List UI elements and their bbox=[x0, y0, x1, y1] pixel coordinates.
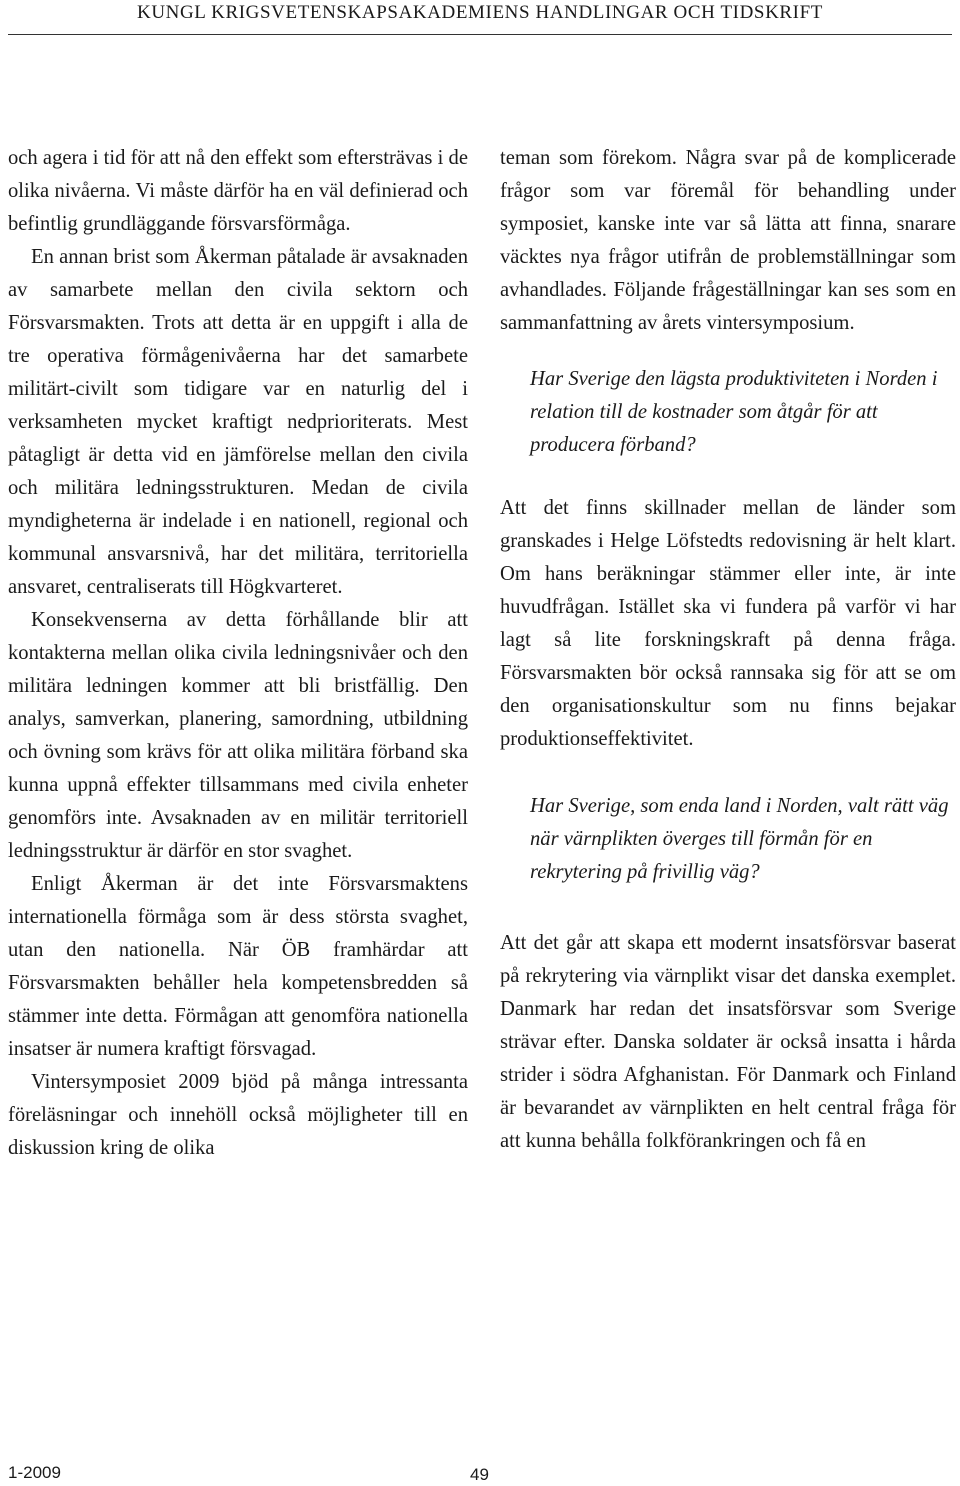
left-paragraph-1: och agera i tid för att nå den effekt som eftersträvas i de olika nivåerna. Vi måste därför ha en väl definierad och befintlig grundläggande försvarsförmåga. bbox=[8, 147, 468, 235]
page-number: 49 bbox=[470, 1465, 489, 1484]
left-paragraph-5: Vintersymposiet 2009 bjöd på många intressanta föreläsningar och innehöll också möjligheter till en diskussion kring de olika bbox=[8, 1071, 468, 1159]
question-2: Har Sverige, som enda land i Norden, valt rätt väg när värnplikten överges till förmån för en rekrytering på frivillig väg? bbox=[530, 795, 949, 883]
left-paragraph-4: Enligt Åkerman är det inte Försvarsmaktens internationella förmåga som är dess största svaghet, utan den nationella. När ÖB framhärdar att Försvarsmakten behåller hela kompetensbredden så stämmer inte detta. Förmågan att genomföra nationella insatser är numera kraftigt försvagad. bbox=[8, 873, 468, 1060]
question-1: Har Sverige den lägsta produktiviteten i Norden i relation till de kostnader som åtgår för att producera förband? bbox=[530, 368, 938, 456]
right-paragraph-3: Att det går att skapa ett modernt insatsförsvar baserat på rekrytering via värnplikt visar det danska exemplet. Danmark har redan det insatsförsvar som Sverige strävar efter. Danska soldater är också insatta i hårda strider i södra Afghanistan. För Danmark och Finland är bevarandet av värnplikten en helt central fråga för att kunna behålla folkförankringen och få en bbox=[500, 932, 956, 1152]
running-header: KUNGL KRIGSVETENSKAPSAKADEMIENS HANDLINGAR OCH TIDSKRIFT bbox=[137, 2, 823, 23]
issue-number: 1-2009 bbox=[8, 1463, 61, 1482]
right-paragraph-2: Att det finns skillnader mellan de länder som granskades i Helge Löfstedts redovisning är helt klart. Om hans beräkningar stämmer eller inte, är inte huvudfrågan. Istället ska vi fundera på varför vi har lagt så lite forskningskraft på denna fråga. Försvarsmakten bör också rannsaka sig för att se om den organisationskultur som nu finns bejakar produktionseffektivitet. bbox=[500, 497, 956, 750]
header-divider bbox=[8, 34, 952, 35]
right-column bbox=[500, 142, 956, 1158]
left-paragraph-3: Konsekvenserna av detta förhållande blir att kontakterna mellan olika civila ledningsnivåer och den militära ledningen kommer att bli bristfällig. Den analys, samverkan, planering, samordning, utbildning och övning som krävs för att olika militära förband ska kunna uppnå effekter tillsammans med civila enheter genomförs inte. Avsaknaden av en militär territoriell ledningsstruktur är därför en stor svaghet. bbox=[8, 609, 468, 862]
left-paragraph-2: En annan brist som Åkerman påtalade är avsaknaden av samarbete mellan den civila sektorn och Försvarsmakten. Trots att detta är en uppgift i alla de tre operativa förmågenivåerna har det samarbete militärt-civilt som tidigare var en naturlig del i verksamheten mycket kraftigt nedprioriterats. Mest påtagligt är detta vid en jämförelse mellan den civila och militära ledningsstrukturen. Medan de civila myndigheterna är indelade i en nationell, regional och kommunal ansvarsnivå, har det militära, territoriella ansvaret, centraliserats till Högkvarteret. bbox=[8, 246, 468, 598]
right-paragraph-1: teman som förekom. Några svar på de komplicerade frågor som var föremål för behandling under symposiet, kanske inte var så lätta att finna, snarare väcktes nya frågor utifrån de problemställningar som avhandlades. Följande frågeställningar kan ses som en sammanfattning av årets vintersymposium. bbox=[500, 147, 956, 334]
left-column bbox=[8, 142, 468, 1165]
